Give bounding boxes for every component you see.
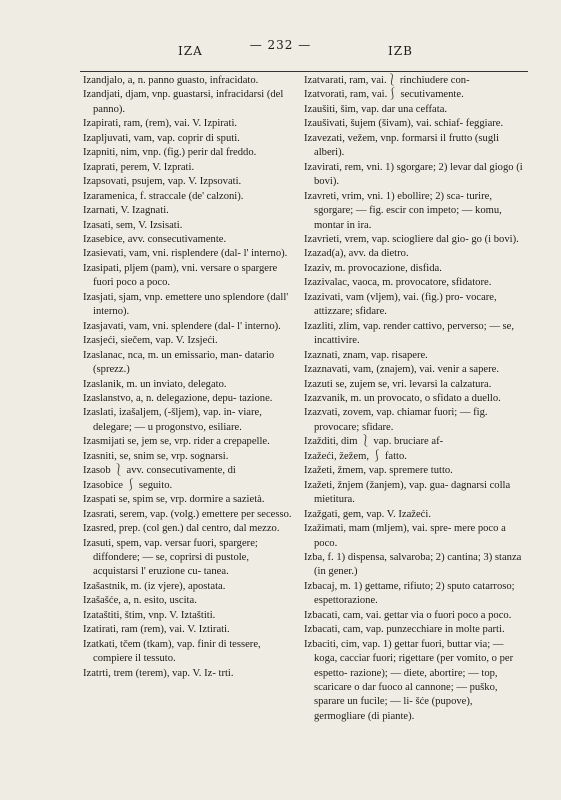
dictionary-entry: Izatrti, trem (terem), vap. V. Iz- trti. — [83, 667, 234, 679]
dictionary-entry: Izasuti, spem, vap. versar fuori, spargere; diffondere; — se, coprirsi di pustole, acquistarsi l' eruzione cu- tanea. — [83, 537, 258, 578]
dictionary-entry: Izavezati, vežem, vnp. formarsi il frutto (sugli alberi). — [304, 132, 500, 159]
dictionary-entry: Izažgati, gem, vap. V. Izažeći. — [304, 508, 431, 520]
dictionary-entry: Izasievati, vam, vni. risplendere (dal- l' interno). — [83, 248, 288, 260]
dictionary-entry: Izavreti, vrim, vni. 1) ebollire; 2) sca- turire, sgorgare; — fig. escir con impeto; — komu, montar in ira. — [304, 190, 502, 231]
dictionary-entry: Izbacati, cam, vap. punzecchiare in molte parti. — [304, 624, 505, 636]
dictionary-entry: Izaziv, m. provocazione, disfida. — [304, 262, 442, 274]
dictionary-entry: Izašašće, a, n. esito, uscita. — [83, 595, 197, 607]
dictionary-entry: Izažeći, žežem, ⎰ fatto. — [304, 450, 407, 462]
left-guide-word: IZA — [178, 44, 203, 58]
dictionary-entry: Izasipati, pljem (pam), vni. versare o spargere fuori poco a poco. — [83, 262, 278, 289]
dictionary-entry: Izapsovati, psujem, vap. V. Izpsovati. — [83, 176, 242, 188]
dictionary-entry: Izavirati, rem, vni. 1) sgorgare; 2) levar dal giogo (i bovi). — [304, 161, 523, 188]
dictionary-entry: Izašastnik, m. (iz vjere), apostata. — [83, 580, 226, 592]
dictionary-entry: Izatirati, ram (rem), vai. V. Iztirati. — [83, 624, 230, 636]
dictionary-entry: Izažeti, žmem, vap. spremere tutto. — [304, 465, 453, 477]
right-guide-word: IZB — [388, 44, 413, 58]
dictionary-entry: Izapirati, ram, (rem), vai. V. Izpirati. — [83, 118, 238, 130]
dictionary-entry: Izažimati, mam (mljem), vai. spre- mere poco a poco. — [304, 523, 506, 549]
dictionary-entry: Izbacati, cam, vai. gettar via o fuori poco a poco. — [304, 609, 512, 621]
dictionary-entry: Izaznati, znam, vap. risapere. — [304, 349, 428, 361]
dictionary-entry: Izaslati, izašaljem, (-šljem), vap. in- viare, delegare; — u progonstvo, esiliare. — [83, 407, 262, 433]
left-column — [83, 74, 293, 681]
dictionary-entry: Izazvanik, m. un provocato, o sfidato a duello. — [304, 392, 501, 404]
dictionary-entry: Izasebice, avv. consecutivamente. — [83, 233, 227, 245]
dictionary-entry: Izasmijati se, jem se, vrp. rider a crepapelle. — [83, 436, 270, 448]
dictionary-entry: Izaslanac, nca, m. un emissario, man- datario (sprezz.) — [83, 349, 275, 376]
dictionary-entry: Izarnati, V. Izagnati. — [83, 205, 169, 217]
right-column — [304, 74, 526, 724]
dictionary-entry: Izapniti, nim, vnp. (fig.) perir dal freddo. — [83, 147, 257, 159]
dictionary-entry: Izaznavati, vam, (znajem), vai. venir a sapere. — [304, 364, 499, 376]
dictionary-entry: Izažditi, dim ⎱ vap. bruciare af- — [304, 436, 444, 448]
dictionary-entry: Izapljuvati, vam, vap. coprir di sputi. — [83, 132, 240, 144]
dictionary-entry: Izasob ⎱ avv. consecutivamente, di — [83, 465, 236, 477]
dictionary-entry: Izbaciti, cim, vap. 1) gettar fuori, buttar via; — koga, cacciar fuori; rigettare (per vomito, o per espetto- razione); — diete, abortire; — top, scaricare o dar fuoco al cannone; — puško, sparare un fucile; — li- šće (pupove), germogliare (di piante). — [304, 638, 514, 722]
dictionary-entry: Izazuti se, zujem se, vri. levarsi la calzatura. — [304, 378, 492, 390]
dictionary-entry: Izazivalac, vaoca, m. provocatore, sfidatore. — [304, 277, 492, 289]
dictionary-entry: Izbacaj, m. 1) gettame, rifiuto; 2) sputo catarroso; espettorazione. — [304, 580, 515, 607]
dictionary-entry: Izazad(a), avv. da dietro. — [304, 248, 409, 260]
dictionary-entry: Izandjati, djam, vnp. guastarsi, infracidarsi (del panno). — [83, 89, 284, 115]
dictionary-entry: Izavrieti, vrem, vap. sciogliere dal gio- go (i bovi). — [304, 233, 519, 245]
dictionary-entry: Izasred, prep. (col gen.) dal centro, dal mezzo. — [83, 523, 280, 535]
header-rule — [80, 71, 528, 72]
dictionary-entry: Izasobice ⎰ seguito. — [83, 479, 173, 491]
dictionary-entry: Izatvorati, ram, vai.⎰ secutivamente. — [304, 89, 464, 101]
dictionary-entry: Izaušivati, šujem (šivam), vai. schiaf- feggiare. — [304, 118, 504, 130]
dictionary-entry: Izazivati, vam (vljem), vai. (fig.) pro- vocare, attizzare; sfidare. — [304, 291, 497, 318]
dictionary-entry: Izazliti, zlim, vap. render cattivo, perverso; — se, incattivire. — [304, 320, 515, 347]
dictionary-entry: Izasjeći, siečem, vap. V. Izsjeći. — [83, 335, 218, 347]
dictionary-entry: Izasati, sem, V. Izsisati. — [83, 219, 183, 231]
dictionary-entry: Izasrati, serem, vap. (volg.) emettere per secesso. — [83, 508, 292, 520]
dictionary-entry: Izasjati, sjam, vnp. emettere uno splendore (dall' interno). — [83, 291, 289, 318]
dictionary-entry: Izazvati, zovem, vap. chiamar fuori; — fig. provocare; sfidare. — [304, 407, 488, 433]
dictionary-entry: Izaspati se, spim se, vrp. dormire a sazietà. — [83, 494, 265, 506]
dictionary-entry: Izatkati, tčem (tkam), vap. finir di tessere, compiere il tessuto. — [83, 638, 261, 665]
dictionary-entry: Izasjavati, vam, vni. splendere (dal- l' interno). — [83, 320, 281, 332]
dictionary-entry: Izba, f. 1) dispensa, salvaroba; 2) cantina; 3) stanza (in gener.) — [304, 551, 522, 578]
dictionary-entry: Izatvarati, ram, vai.⎱ rinchiudere con- — [304, 75, 470, 86]
dictionary-entry: Izaslanik, m. un inviato, delegato. — [83, 378, 227, 390]
dictionary-entry: Izasniti, se, snim se, vrp. sognarsi. — [83, 450, 229, 462]
dictionary-entry: Izataštiti, štim, vnp. V. Iztaštiti. — [83, 609, 216, 621]
dictionary-entry: Izaslanstvo, a, n. delegazione, depu- tazione. — [83, 392, 273, 404]
dictionary-entry: Izaramenica, f. straccale (de' calzoni). — [83, 190, 244, 202]
page-header — [0, 38, 561, 58]
dictionary-entry: Izaprati, perem, V. Izprati. — [83, 161, 195, 173]
dictionary-entry: Izandjalo, a, n. panno guasto, infracidato. — [83, 75, 259, 86]
dictionary-entry: Izaušiti, šim, vap. dar una ceffata. — [304, 103, 448, 115]
dictionary-entry: Izažeti, žnjem (žanjem), vap. gua- dagnarsi colla mietitura. — [304, 479, 511, 506]
page-number: — 232 — — [249, 38, 312, 52]
